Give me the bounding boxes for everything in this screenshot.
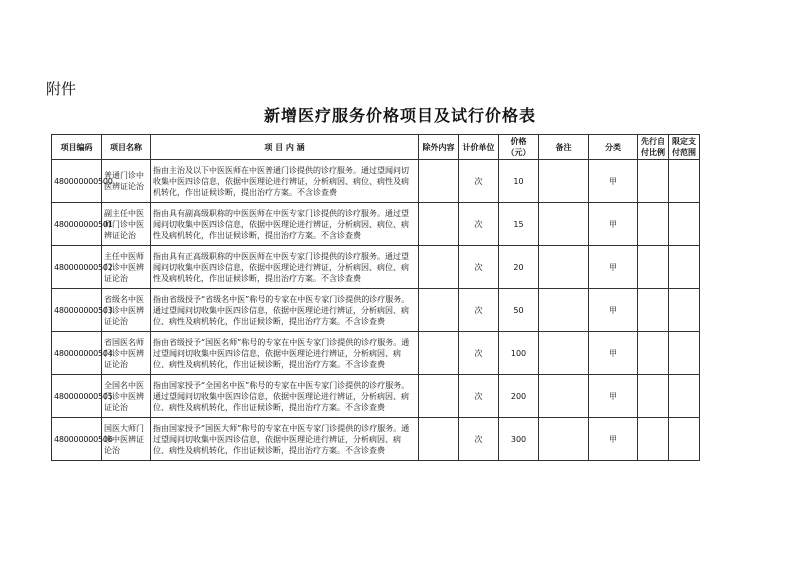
cell-category: 甲 <box>589 375 638 418</box>
cell-name: 主任中医师门诊中医辨证论治 <box>102 246 151 289</box>
cell-price: 20 <box>499 246 539 289</box>
header-limit-scope: 限定支付范围 <box>669 135 700 160</box>
cell-price: 200 <box>499 375 539 418</box>
cell-advance-ratio <box>638 375 669 418</box>
cell-category: 甲 <box>589 246 638 289</box>
cell-category: 甲 <box>589 332 638 375</box>
header-advance-ratio: 先行自付比例 <box>638 135 669 160</box>
cell-unit: 次 <box>459 203 499 246</box>
cell-unit: 次 <box>459 418 499 461</box>
cell-exclusion <box>419 246 459 289</box>
cell-content: 指由省级授予“国医名师”称号的专家在中医专家门诊提供的诊疗服务。通过望闻问切收集中医四诊信息，依据中医理论进行辨证，分析病因、病位、病性及病机转化，作出证候诊断，提出治疗方案。不含诊查费 <box>151 332 419 375</box>
cell-remark <box>539 203 589 246</box>
table-row <box>52 246 700 289</box>
header-content: 项 目 内 涵 <box>151 135 419 160</box>
cell-unit: 次 <box>459 375 499 418</box>
cell-limit-scope <box>669 375 700 418</box>
cell-category: 甲 <box>589 418 638 461</box>
cell-code: 480000000500 <box>52 160 102 203</box>
cell-advance-ratio <box>638 289 669 332</box>
cell-name: 全国名中医门诊中医辨证论治 <box>102 375 151 418</box>
header-unit: 计价单位 <box>459 135 499 160</box>
cell-limit-scope <box>669 246 700 289</box>
table-row <box>52 332 700 375</box>
header-code: 项目编码 <box>52 135 102 160</box>
header-remark: 备注 <box>539 135 589 160</box>
cell-exclusion <box>419 332 459 375</box>
cell-code: 480000000505 <box>52 375 102 418</box>
cell-limit-scope <box>669 289 700 332</box>
cell-price: 50 <box>499 289 539 332</box>
cell-content: 指由主治及以下中医医师在中医普通门诊提供的诊疗服务。通过望闻问切收集中医四诊信息，依据中医理论进行辨证，分析病因、病位、病性及病机转化，作出证候诊断，提出治疗方案。不含诊查费 <box>151 160 419 203</box>
header-price: 价格（元） <box>499 135 539 160</box>
cell-remark <box>539 246 589 289</box>
table-row <box>52 160 700 203</box>
cell-code: 480000000501 <box>52 203 102 246</box>
cell-name: 副主任中医师门诊中医辨证论治 <box>102 203 151 246</box>
cell-category: 甲 <box>589 160 638 203</box>
cell-advance-ratio <box>638 203 669 246</box>
cell-content: 指由具有正高级职称的中医医师在中医专家门诊提供的诊疗服务。通过望闻问切收集中医四诊信息，依据中医理论进行辨证，分析病因、病位、病性及病机转化，作出证候诊断，提出治疗方案。不含诊查费 <box>151 246 419 289</box>
cell-remark <box>539 418 589 461</box>
cell-price: 10 <box>499 160 539 203</box>
cell-price: 15 <box>499 203 539 246</box>
cell-remark <box>539 332 589 375</box>
cell-name: 国医大师门诊中医辨证论治 <box>102 418 151 461</box>
table-row <box>52 289 700 332</box>
cell-remark <box>539 160 589 203</box>
cell-name: 省国医名师门诊中医辨证论治 <box>102 332 151 375</box>
cell-unit: 次 <box>459 246 499 289</box>
cell-advance-ratio <box>638 160 669 203</box>
cell-code: 480000000503 <box>52 289 102 332</box>
cell-exclusion <box>419 418 459 461</box>
cell-category: 甲 <box>589 203 638 246</box>
cell-unit: 次 <box>459 289 499 332</box>
cell-limit-scope <box>669 203 700 246</box>
cell-limit-scope <box>669 332 700 375</box>
cell-exclusion <box>419 203 459 246</box>
cell-limit-scope <box>669 160 700 203</box>
cell-code: 480000000502 <box>52 246 102 289</box>
price-table <box>51 134 700 461</box>
cell-category: 甲 <box>589 289 638 332</box>
cell-content: 指由具有副高级职称的中医医师在中医专家门诊提供的诊疗服务。通过望闻问切收集中医四诊信息，依据中医理论进行辨证，分析病因、病位、病性及病机转化，作出证候诊断，提出治疗方案。不含诊查费 <box>151 203 419 246</box>
cell-price: 300 <box>499 418 539 461</box>
table-body <box>52 160 700 461</box>
cell-code: 480000000506 <box>52 418 102 461</box>
cell-limit-scope <box>669 418 700 461</box>
table-header <box>52 135 700 160</box>
cell-content: 指由国家授予“全国名中医”称号的专家在中医专家门诊提供的诊疗服务。通过望闻问切收集中医四诊信息，依据中医理论进行辨证，分析病因、病位、病性及病机转化，作出证候诊断，提出治疗方案。不含诊查费 <box>151 375 419 418</box>
attachment-label: 附件 <box>46 80 77 98</box>
cell-unit: 次 <box>459 160 499 203</box>
cell-name: 普通门诊中医辨证论治 <box>102 160 151 203</box>
cell-advance-ratio <box>638 332 669 375</box>
header-category: 分类 <box>589 135 638 160</box>
cell-unit: 次 <box>459 332 499 375</box>
cell-exclusion <box>419 289 459 332</box>
header-row <box>52 135 700 160</box>
cell-remark <box>539 375 589 418</box>
cell-content: 指由国家授予“国医大师”称号的专家在中医专家门诊提供的诊疗服务。通过望闻问切收集中医四诊信息，依据中医理论进行辨证，分析病因、病位、病性及病机转化，作出证候诊断，提出治疗方案。不含诊查费 <box>151 418 419 461</box>
cell-remark <box>539 289 589 332</box>
document-title: 新增医疗服务价格项目及试行价格表 <box>263 106 536 125</box>
table-row <box>52 375 700 418</box>
header-name: 项目名称 <box>102 135 151 160</box>
cell-exclusion <box>419 375 459 418</box>
cell-advance-ratio <box>638 246 669 289</box>
table-row <box>52 418 700 461</box>
cell-code: 480000000504 <box>52 332 102 375</box>
cell-exclusion <box>419 160 459 203</box>
cell-advance-ratio <box>638 418 669 461</box>
cell-price: 100 <box>499 332 539 375</box>
header-exclusion: 除外内容 <box>419 135 459 160</box>
cell-name: 省级名中医门诊中医辨证论治 <box>102 289 151 332</box>
table-row <box>52 203 700 246</box>
cell-content: 指由省级授予“省级名中医”称号的专家在中医专家门诊提供的诊疗服务。通过望闻问切收集中医四诊信息，依据中医理论进行辨证，分析病因、病位、病性及病机转化，作出证候诊断，提出治疗方案。不含诊查费 <box>151 289 419 332</box>
